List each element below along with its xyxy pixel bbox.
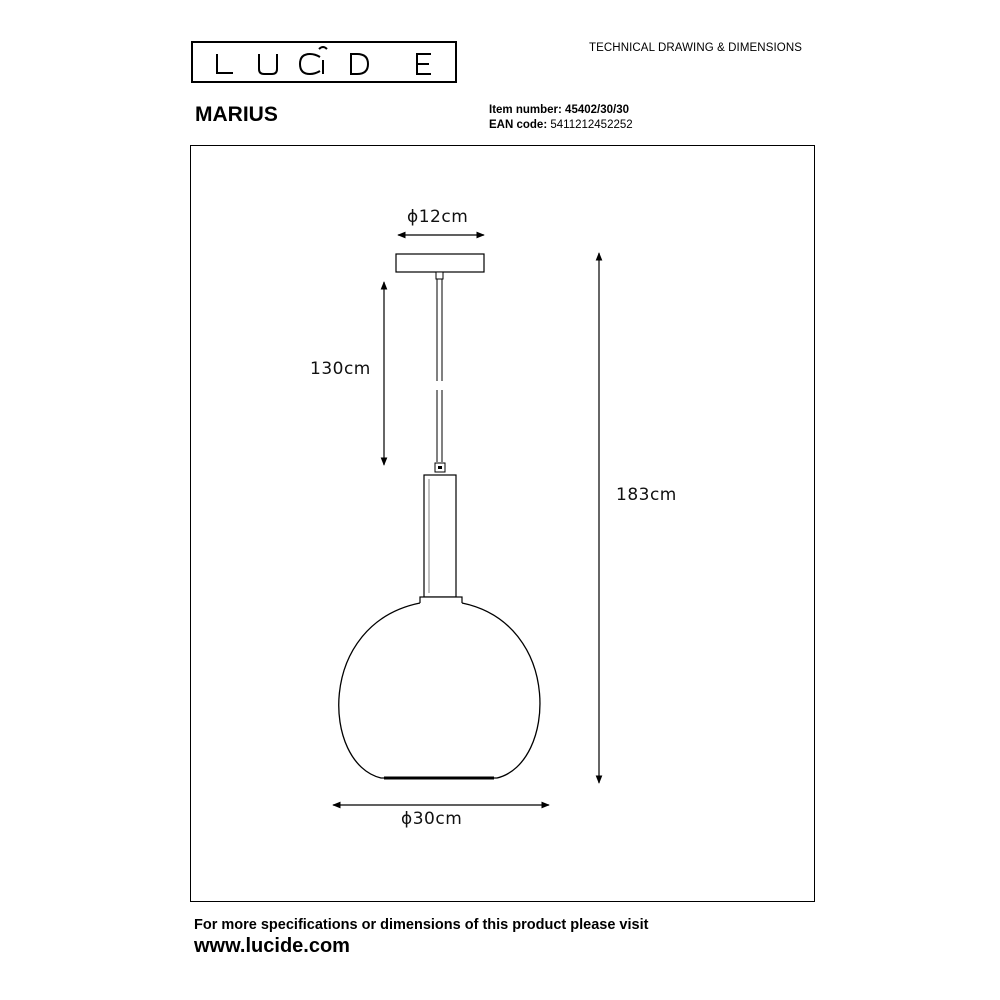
- canopy-connector: [436, 272, 443, 279]
- ean-label: EAN code:: [489, 119, 548, 131]
- document-type: TECHNICAL DRAWING & DIMENSIONS: [589, 42, 802, 54]
- glass-shade: [339, 603, 540, 778]
- website-link[interactable]: www.lucide.com: [194, 935, 350, 957]
- product-name: MARIUS: [195, 103, 278, 126]
- lucide-logo-mark: [193, 43, 459, 85]
- item-number-row: [489, 104, 629, 116]
- drawing-frame: [190, 145, 815, 902]
- total-height-label: 183cm: [616, 485, 677, 505]
- cable-length-label: 130cm: [310, 359, 371, 379]
- ean-row: [489, 119, 633, 131]
- footer-info-text: For more specifications or dimensions of this product please visit: [194, 917, 649, 933]
- shade-diameter-label: ϕ30cm: [401, 809, 463, 829]
- item-number-value: 45402/30/30: [565, 104, 629, 116]
- item-number-label: Item number:: [489, 104, 562, 116]
- ean-value: 5411212452252: [550, 119, 633, 131]
- brand-logo: [191, 41, 457, 83]
- pendant-lamp-drawing: [191, 146, 816, 903]
- canopy-diameter-label: ϕ12cm: [407, 207, 469, 227]
- canopy: [396, 254, 484, 272]
